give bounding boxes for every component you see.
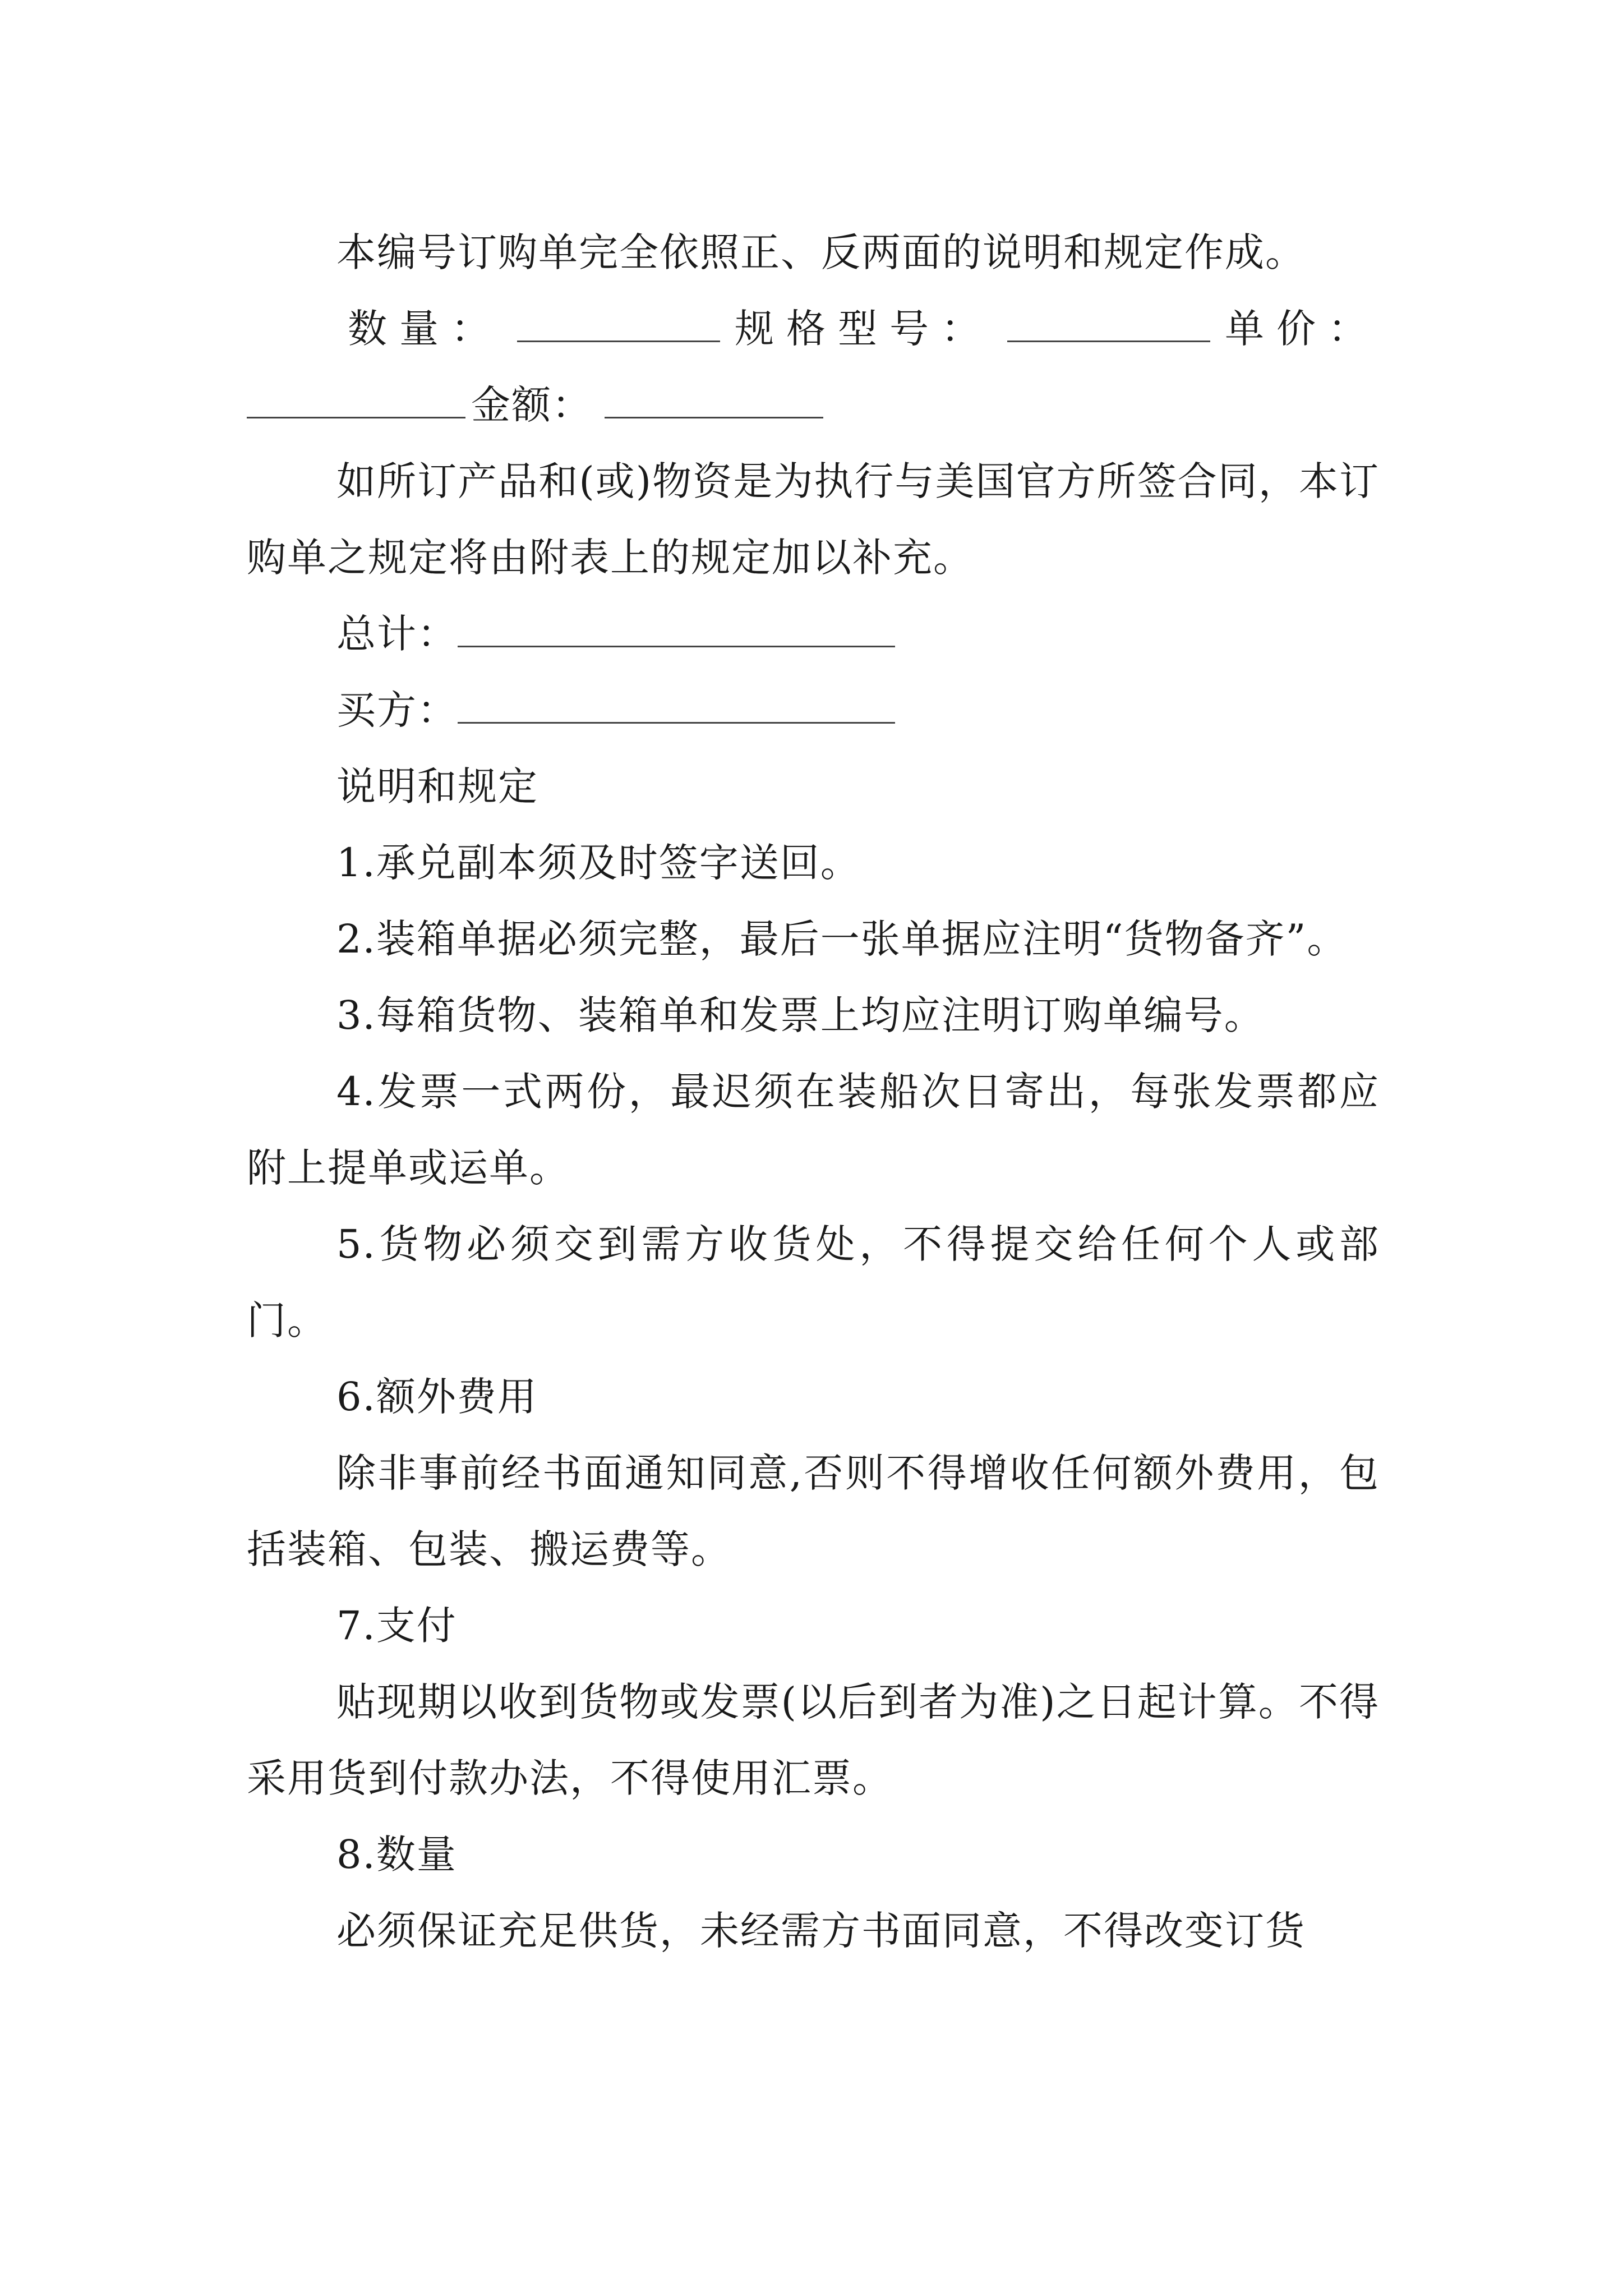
unit-price-blank (247, 383, 465, 418)
model-blank (1007, 307, 1210, 342)
section-title: 说明和规定 (336, 763, 538, 809)
model-label: 规格型号： (735, 306, 993, 352)
document-body (247, 214, 1380, 1969)
list-item: 1.承兑副本须及时签字送回。 (336, 840, 861, 886)
buyer-blank (458, 688, 895, 724)
list-item: 贴现期以收到货物或发票(以后到者为准)之日起计算。不得采用货到付款办法，不得使用汇票。 (247, 1679, 1380, 1801)
buyer-label: 买方： (336, 687, 458, 733)
amount-blank (605, 383, 823, 418)
list-item: 2.装箱单据必须完整，最后一张单据应注明“货物备齐”。 (336, 916, 1348, 962)
total-row (247, 596, 1380, 672)
list-item: 7.支付 (336, 1603, 457, 1649)
quantity-label: 数量： (348, 306, 502, 352)
amount-row (247, 367, 1380, 443)
list-item: 3.每箱货物、装箱单和发票上均应注明订购单编号。 (336, 992, 1265, 1038)
intro-paragraph: 本编号订购单完全依照正、反两面的说明和规定作成。 (336, 229, 1306, 275)
quantity-blank (517, 307, 720, 342)
buyer-row (247, 672, 1380, 748)
us-contract-clause: 如所订产品和(或)物资是为执行与美国官方所签合同，本订购单之规定将由附表上的规定加以补充。 (247, 458, 1380, 581)
amount-label: 金额： (471, 382, 592, 428)
order-fields-row (247, 291, 1380, 367)
list-item: 除非事前经书面通知同意,否则不得增收任何额外费用，包括装箱、包装、搬运费等。 (247, 1450, 1380, 1572)
total-blank (458, 612, 895, 647)
total-label: 总计： (336, 611, 458, 657)
list-item: 必须保证充足供货，未经需方书面同意，不得改变订货 (336, 1908, 1306, 1954)
list-item: 5.货物必须交到需方收货处，不得提交给任何个人或部门。 (247, 1221, 1380, 1343)
unit-price-label: 单价： (1225, 306, 1380, 352)
list-item: 4.发票一式两份，最迟须在装船次日寄出，每张发票都应附上提单或运单。 (247, 1069, 1380, 1191)
list-item: 8.数量 (336, 1832, 457, 1878)
list-item: 6.额外费用 (336, 1374, 538, 1420)
